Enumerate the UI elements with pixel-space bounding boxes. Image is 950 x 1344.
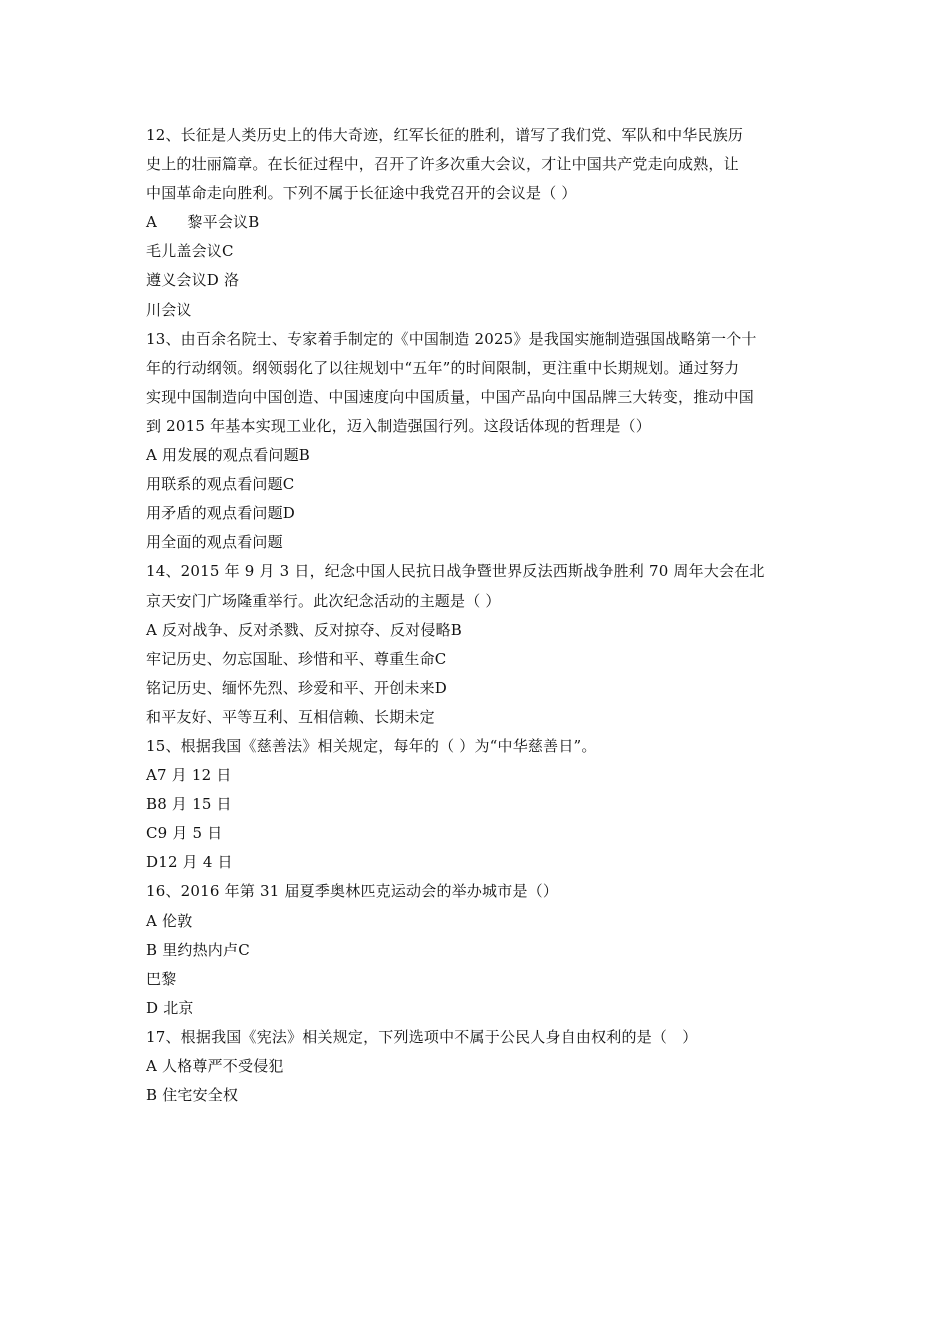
q13-text-line-2: 年的行动纲领。纲领弱化了以往规划中“五年”的时间限制，更注重中长期规划。通过努力 — [146, 358, 740, 377]
q16-option-line-4: D 北京 — [146, 998, 194, 1017]
q15-text-line-1: 15、根据我国《慈善法》相关规定，每年的（ ）为“中华慈善日”。 — [146, 736, 597, 755]
q12-option-line-1: A 黎平会议B — [146, 213, 260, 232]
q13-option-line-2: 用联系的观点看问题C — [146, 475, 295, 494]
q12-option-line-3: 遵义会议D 洛 — [146, 271, 240, 290]
q13-text-line-3: 实现中国制造向中国创造、中国速度向中国质量，中国产品向中国品牌三大转变，推动中国 — [146, 387, 755, 406]
q13-text-line-1: 13、由百余名院士、专家着手制定的《中国制造 2025》是我国实施制造强国战略第一个十 — [146, 329, 757, 348]
q14-option-line-1: A 反对战争、反对杀戮、反对掠夺、反对侵略B — [146, 620, 463, 639]
q17-option-b: B 住宅安全权 — [146, 1086, 239, 1105]
document-body — [146, 121, 814, 1110]
q12-text-line-3: 中国革命走向胜利。下列不属于长征途中我党召开的会议是（ ） — [146, 184, 577, 203]
q13-option-line-4: 用全面的观点看问题 — [146, 533, 283, 552]
q16-text-line-1: 16、2016 年第 31 届夏季奥林匹克运动会的举办城市是（） — [146, 882, 559, 901]
q14-option-line-2: 牢记历史、勿忘国耻、珍惜和平、尊重生命C — [146, 649, 447, 668]
q17-option-a: A 人格尊严不受侵犯 — [146, 1057, 284, 1075]
q15-option-a: A7 月 12 日 — [146, 766, 232, 785]
q13-option-line-1: A 用发展的观点看问题B — [146, 446, 311, 465]
q14-option-line-3: 铭记历史、缅怀先烈、珍爱和平、开创未来D — [146, 678, 448, 697]
q13-option-line-3: 用矛盾的观点看问题D — [146, 504, 296, 523]
q12-option-line-4: 川会议 — [146, 300, 192, 319]
q14-option-line-4: 和平友好、平等互利、互相信赖、长期未定 — [146, 707, 435, 726]
q12-option-line-2: 毛儿盖会议C — [146, 242, 234, 261]
q14-text-line-2: 京天安门广场隆重举行。此次纪念活动的主题是（ ） — [146, 591, 501, 610]
q15-option-d: D12 月 4 日 — [146, 853, 233, 872]
q15-option-b: B8 月 15 日 — [146, 795, 232, 814]
q17-text-line-1: 17、根据我国《宪法》相关规定，下列选项中不属于公民人身自由权利的是（ ） — [146, 1027, 698, 1046]
q16-option-line-1: A 伦敦 — [146, 911, 193, 930]
q15-option-c: C9 月 5 日 — [146, 824, 223, 843]
q12-text-line-1: 12、长征是人类历史上的伟大奇迹，红军长征的胜利，谱写了我们党、军队和中华民族历 — [146, 126, 744, 144]
q13-text-line-4: 到 2015 年基本实现工业化，迈入制造强国行列。这段话体现的哲理是（） — [146, 416, 651, 435]
q16-option-line-2: B 里约热内卢C — [146, 940, 250, 959]
q14-text-line-1: 14、2015 年 9 月 3 日，纪念中国人民抗日战争暨世界反法西斯战争胜利 70 周年大会在北 — [146, 562, 765, 581]
q12-text-line-2: 史上的壮丽篇章。在长征过程中，召开了许多次重大会议，才让中国共产党走向成熟，让 — [146, 155, 739, 174]
q16-option-line-3: 巴黎 — [146, 969, 177, 988]
